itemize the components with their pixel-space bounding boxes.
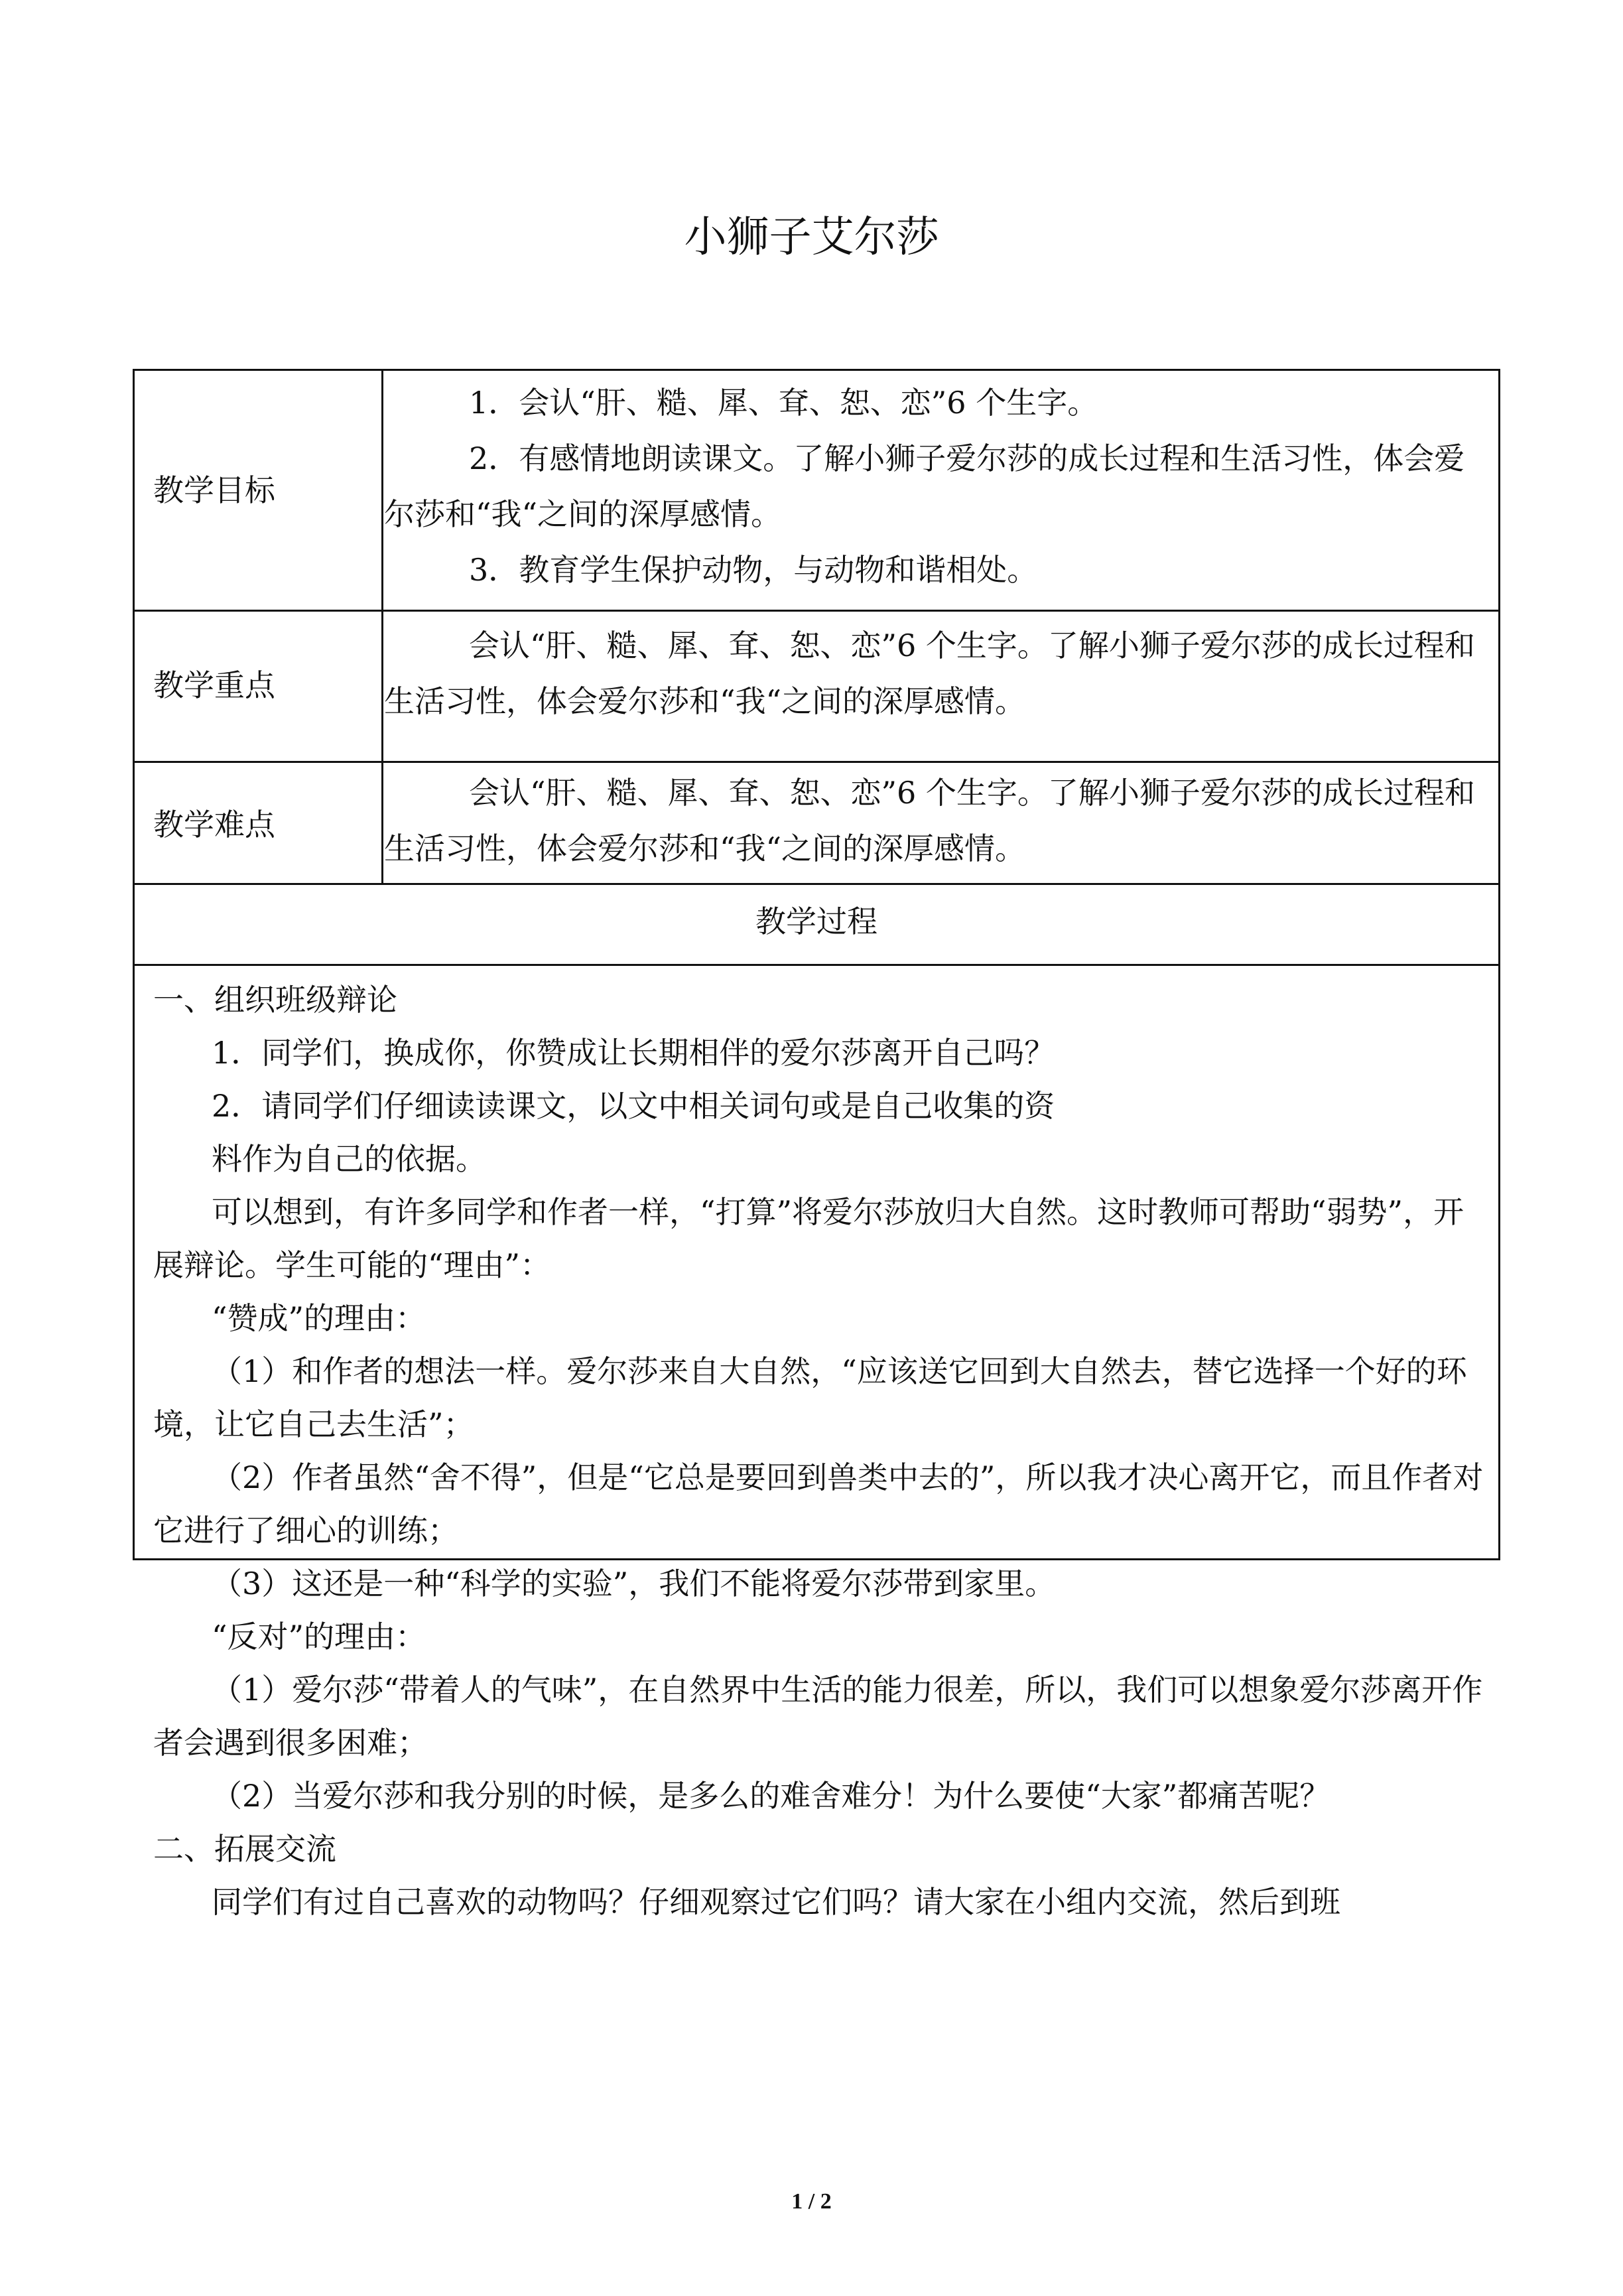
goals-label: 教学目标 [153,472,275,508]
pro-reason: （2）作者虽然“舍不得”，但是“它总是要回到兽类中去的”，所以我才决心离开它，而且作者对它进行了细心的训练； [153,1459,1484,1548]
pro-reason: （3）这还是一种“科学的实验”，我们不能将爱尔莎带到家里。 [212,1566,1056,1601]
pro-heading: “赞成”的理由： [212,1300,426,1336]
section-heading: 一、组织班级辩论 [153,982,397,1018]
difficulties-text: 会认“肝、糙、犀、耷、恕、恋”6 个生字。了解小狮子爱尔莎的成长过程和生活习性，体会爱尔莎和“我“之间的深厚感情。 [384,775,1475,866]
con-reason: （2）当爱尔莎和我分别的时候，是多么的难舍难分！为什么要使“大家”都痛苦呢？ [212,1778,1331,1814]
key-points-label: 教学重点 [153,667,275,703]
key-points-content [384,614,1485,729]
process-header: 教学过程 [755,904,877,939]
row-divider [135,761,1498,763]
difficulties-label: 教学难点 [153,807,275,843]
page-indicator: 1 / 2 [791,2189,832,2214]
question-item-continued: 料作为自己的依据。 [212,1141,486,1177]
row-divider [135,610,1498,612]
goal-item: 2．有感情地朗读课文。了解小狮子爱尔莎的成长过程和生活习性，体会爱尔莎和“我“之间的深厚感情。 [384,440,1465,532]
goal-item: 3．教育学生保护动物，与动物和谐相处。 [469,552,1038,588]
column-divider [381,371,383,883]
paragraph: 同学们有过自己喜欢的动物吗？仔细观察过它们吗？请大家在小组内交流，然后到班 [212,1884,1340,1920]
goal-item: 1．会认“肝、糙、犀、耷、恕、恋”6 个生字。 [469,385,1098,421]
process-body [153,973,1486,1928]
goals-content [384,371,1485,598]
row-divider [135,964,1498,966]
con-reason: （1）爱尔莎“带着人的气味”，在自然界中生活的能力很差，所以，我们可以想象爱尔莎离开作者会遇到很多困难； [153,1672,1483,1761]
lesson-plan-table [133,369,1500,1920]
section-heading: 二、拓展交流 [153,1831,336,1867]
question-item: 2．请同学们仔细读读课文，以文中相关词句或是自己收集的资 [212,1088,1055,1124]
con-heading: “反对”的理由： [212,1619,426,1654]
difficulties-content [384,765,1485,876]
key-points-text: 会认“肝、糙、犀、耷、恕、恋”6 个生字。了解小狮子爱尔莎的成长过程和生活习性，体会爱尔莎和“我“之间的深厚感情。 [384,628,1475,719]
document-title: 小狮子艾尔莎 [684,213,939,262]
paragraph: 可以想到，有许多同学和作者一样，“打算”将爱尔莎放归大自然。这时教师可帮助“弱势”，开展辩论。学生可能的“理由”： [153,1194,1464,1283]
pro-reason: （1）和作者的想法一样。爱尔莎来自大自然，“应该送它回到大自然去，替它选择一个好的环境，让它自己去生活”； [153,1353,1467,1442]
question-item: 1．同学们，换成你，你赞成让长期相伴的爱尔莎离开自己吗？ [212,1035,1055,1071]
row-divider [135,883,1498,885]
